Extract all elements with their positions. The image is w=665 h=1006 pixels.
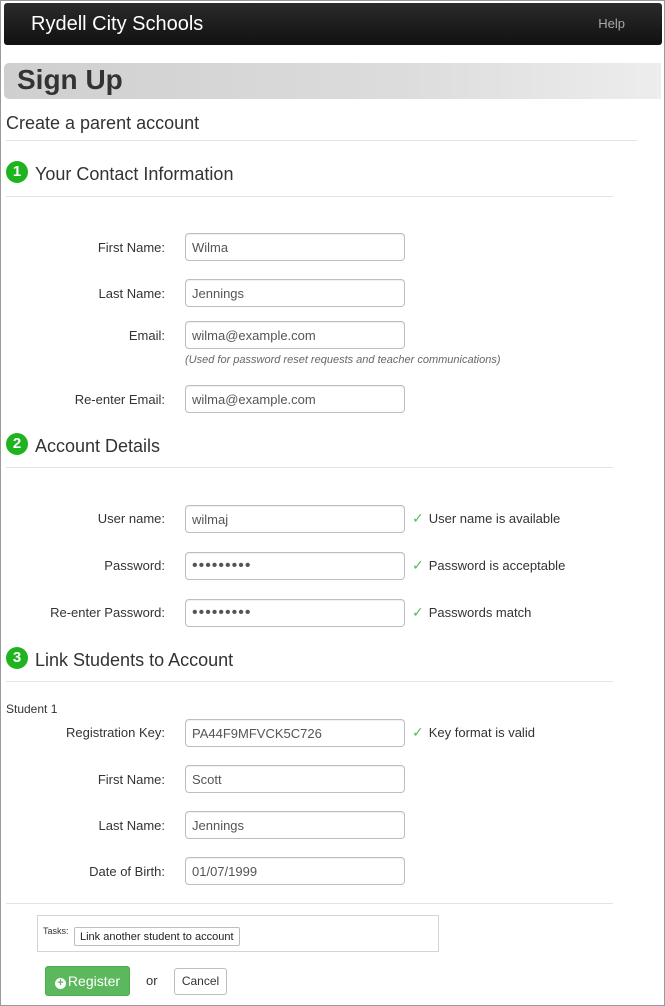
reenter-password-label: Re-enter Password:: [50, 605, 165, 620]
section-title-students: Link Students to Account: [35, 650, 234, 670]
student-first-name-label: First Name:: [97, 772, 165, 787]
reenter-password-status-text: Passwords match: [428, 605, 532, 620]
password-label: Password:: [104, 558, 165, 573]
page-header: [4, 63, 661, 99]
divider: [6, 467, 613, 468]
help-link[interactable]: Help: [598, 16, 625, 31]
reenter-password-status: [412, 604, 531, 621]
page-title: Sign Up: [17, 64, 123, 95]
plus-circle-icon: +: [55, 978, 66, 989]
username-status-text: User name is available: [428, 511, 561, 526]
reenter-email-label: Re-enter Email:: [74, 392, 165, 407]
username-label: User name:: [97, 511, 165, 526]
section-contact-header: [6, 161, 306, 187]
divider: [6, 196, 613, 197]
student-first-name-input[interactable]: [185, 765, 405, 793]
step-badge-3: 3: [6, 647, 28, 669]
username-input[interactable]: [185, 505, 405, 533]
password-status: [412, 557, 565, 574]
tasks-label: Tasks:: [43, 926, 69, 936]
register-label: Register: [67, 973, 121, 989]
registration-key-status-text: Key format is valid: [428, 725, 535, 740]
section-title-account: Account Details: [35, 436, 161, 456]
last-name-label: Last Name:: [98, 286, 165, 301]
check-icon: ✓: [412, 604, 424, 620]
divider: [6, 140, 637, 141]
or-text: or: [146, 973, 158, 988]
student-1-label: Student 1: [6, 702, 58, 716]
section-students-header: [6, 647, 306, 673]
first-name-label: First Name:: [97, 240, 165, 255]
dob-label: Date of Birth:: [89, 864, 165, 879]
student-last-name-label: Last Name:: [98, 818, 165, 833]
password-input[interactable]: [185, 552, 405, 580]
reenter-password-input[interactable]: [185, 599, 405, 627]
email-hint: (Used for password reset requests and teacher communications): [185, 354, 501, 366]
divider: [6, 681, 613, 682]
check-icon: ✓: [412, 724, 424, 740]
check-icon: ✓: [412, 557, 424, 573]
student-last-name-input[interactable]: [185, 811, 405, 839]
password-status-text: Password is acceptable: [428, 558, 566, 573]
last-name-input[interactable]: [185, 279, 405, 307]
step-badge-2: 2: [6, 433, 28, 455]
email-input[interactable]: [185, 321, 405, 349]
register-button[interactable]: [45, 966, 130, 996]
divider: [6, 903, 613, 904]
cancel-button[interactable]: Cancel: [174, 968, 227, 995]
app-title[interactable]: Rydell City Schools: [31, 13, 204, 35]
registration-key-status: [412, 724, 535, 741]
username-status: [412, 510, 560, 527]
step-badge-1: 1: [6, 161, 28, 183]
registration-key-input[interactable]: [185, 719, 405, 747]
top-navbar: [4, 3, 662, 45]
dob-input[interactable]: [185, 857, 405, 885]
reenter-email-input[interactable]: [185, 385, 405, 413]
check-icon: ✓: [412, 510, 424, 526]
registration-key-label: Registration Key:: [66, 725, 165, 740]
tasks-panel: [37, 915, 439, 952]
link-another-student-button[interactable]: Link another student to account: [74, 927, 240, 946]
email-label: Email:: [128, 328, 165, 343]
section-title-contact: Your Contact Information: [35, 164, 234, 184]
first-name-input[interactable]: [185, 233, 405, 261]
page-subtitle: Create a parent account: [6, 113, 200, 133]
section-account-header: [6, 433, 306, 459]
